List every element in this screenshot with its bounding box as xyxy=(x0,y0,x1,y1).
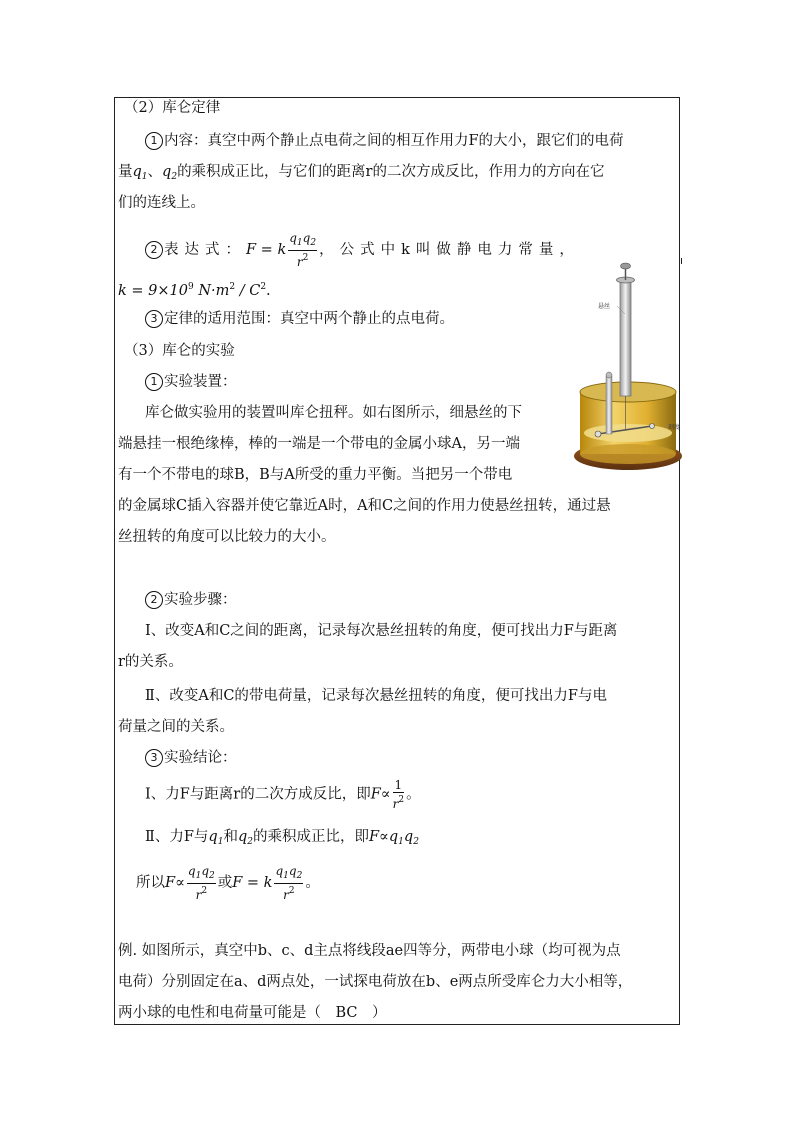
label-wire: 悬丝 xyxy=(598,303,611,310)
circled-number-2: 2 xyxy=(145,591,163,609)
desc-line-2: 端悬挂一根绝缘棒，棒的一端是一个带电的金属小球A，另一端 xyxy=(118,436,520,452)
step2-line-1: Ⅱ、改变A和C的带电荷量，记录每次悬丝扭转的角度，便可找出力F与电 xyxy=(145,688,607,704)
example-line-1: 例. 如图所示，真空中b、c、d主点将线段ae四等分，两带电小球（均可视为点 xyxy=(118,943,621,959)
constant-k-value: $k = 9\times 10^9$ $N\cdot m^2 / C^2$. xyxy=(118,282,271,299)
conclusion-2: Ⅱ、力F与$q_1$和$q_2$的乘积成正比，即$F\propto q_1q_2$ xyxy=(145,829,419,847)
desc-line-3: 有一个不带电的球B，B与A所受的重力平衡。当把另一个带电 xyxy=(118,467,513,483)
fraction-q1q2-over-r2: $\frac{q_1q_2}{r^2}$ xyxy=(187,864,215,902)
section-heading-coulomb-law: （2）库仑定律 xyxy=(124,100,221,116)
step1-line-2: r的关系。 xyxy=(118,654,183,670)
content-line-1: 1 内容：真空中两个静止点电荷之间的相互作用力F的大小，跟它们的电荷 xyxy=(145,131,624,151)
label-scale: 刻度 xyxy=(668,424,681,431)
example-line-2: 电荷）分别固定在a、d两点处，一试探电荷放在b、e两点所受库仑力大小相等， xyxy=(118,974,633,990)
conclusion-formula: 所以F∝ $\frac{q_1q_2}{r^2}$ 或F = k $\frac{q_1q_2}{r^2}$ 。 xyxy=(136,864,320,902)
scope-line: 3 定律的适用范围：真空中两个静止的点电荷。 xyxy=(145,309,454,329)
circled-number-3: 3 xyxy=(145,749,163,767)
device-label: 1 实验装置： xyxy=(145,372,237,392)
content-line-3: 们的连线上。 xyxy=(118,195,205,211)
desc-line-4: 的金属球C插入容器并使它靠近A时，A和C之间的作用力使悬丝扭转，通过悬 xyxy=(118,498,611,514)
content-line-2: 量$q_1$、$q_2$的乘积成正比，与它们的距离r的二次方成反比，作用力的方向在它 xyxy=(118,164,605,182)
circled-number-1: 1 xyxy=(145,132,163,150)
torsion-balance-figure xyxy=(570,258,682,486)
circled-number-2: 2 xyxy=(145,241,163,259)
steps-label: 2 实验步骤： xyxy=(145,590,237,610)
example-line-3: 两小球的电性和电荷量可能是（ BC ） xyxy=(118,1005,387,1021)
fraction-q1q2-over-r2: $\frac{q_1q_2}{r^2}$ xyxy=(289,231,317,269)
frame-edge-mark xyxy=(681,258,682,264)
expression-line: 2 表达式：F = k $\frac{q_1q_2}{r^2}$ ，公式中k叫做静电力常量， xyxy=(145,231,580,269)
desc-line-1: 库仑做实验用的装置叫库仑扭秤。如右图所示，细悬丝的下 xyxy=(145,405,522,421)
circled-number-1: 1 xyxy=(145,373,163,391)
suspension-tube xyxy=(620,280,631,396)
desc-line-5: 丝扭转的角度可以比较力的大小。 xyxy=(118,529,336,545)
step2-line-2: 荷量之间的关系。 xyxy=(118,719,234,735)
conclusion-1: Ⅰ、力F与距离r的二次方成反比，即F∝ $\frac{1}{r^2}$ 。 xyxy=(145,778,421,811)
conclusion-label: 3 实验结论： xyxy=(145,748,237,768)
section-heading-coulomb-experiment: （3）库仑的实验 xyxy=(124,343,235,359)
fraction-1-over-r2: $\frac{1}{r^2}$ xyxy=(392,778,405,811)
step1-line-1: Ⅰ、改变A和C之间的距离，记录每次悬丝扭转的角度，便可找出力F与距离 xyxy=(145,623,618,639)
circled-number-3: 3 xyxy=(145,310,163,328)
fraction-q1q2-over-r2: $\frac{q_1q_2}{r^2}$ xyxy=(275,864,303,902)
